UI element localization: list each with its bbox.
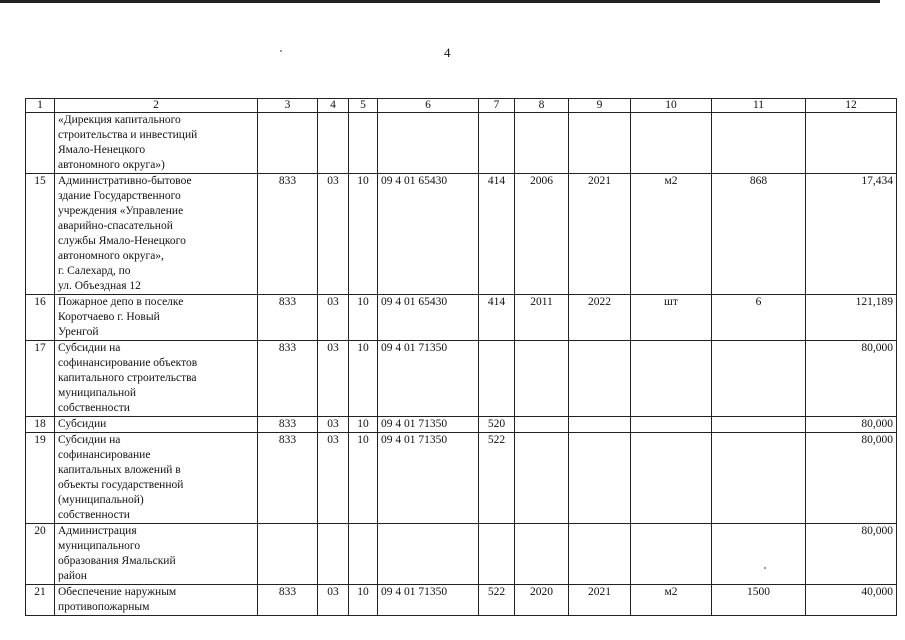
top-border-line <box>0 0 880 3</box>
unit-cell: м2 <box>631 174 712 295</box>
row-number-cell: 19 <box>26 433 55 524</box>
ministry-code-cell: 833 <box>258 174 318 295</box>
end-year-cell <box>569 433 631 524</box>
ministry-code-cell: 833 <box>258 295 318 341</box>
start-year-cell <box>515 113 569 174</box>
unit-cell <box>631 417 712 433</box>
capacity-cell: 868 <box>712 174 806 295</box>
ministry-code-cell: 833 <box>258 341 318 417</box>
start-year-cell: 2020 <box>515 585 569 616</box>
table-row <box>26 524 897 585</box>
end-year-cell: 2021 <box>569 585 631 616</box>
section-code-cell <box>318 524 349 585</box>
section-code-cell: 03 <box>318 341 349 417</box>
table-row <box>26 174 897 295</box>
column-header: 4 <box>318 99 349 113</box>
object-name-cell: Субсидии на софинансирование объектов капитального строительства муниципальной собственности <box>55 341 258 417</box>
end-year-cell: 2021 <box>569 174 631 295</box>
expense-type-cell: 520 <box>479 417 515 433</box>
row-number-cell: 17 <box>26 341 55 417</box>
start-year-cell: 2011 <box>515 295 569 341</box>
unit-cell <box>631 113 712 174</box>
expense-type-cell: 522 <box>479 433 515 524</box>
end-year-cell: 2022 <box>569 295 631 341</box>
target-article-cell <box>378 524 479 585</box>
expense-type-cell <box>479 524 515 585</box>
target-article-cell: 09 4 01 71350 <box>378 417 479 433</box>
section-code-cell: 03 <box>318 295 349 341</box>
capacity-cell <box>712 113 806 174</box>
column-header: 5 <box>349 99 378 113</box>
end-year-cell <box>569 417 631 433</box>
amount-cell <box>806 113 897 174</box>
amount-cell: 17,434 <box>806 174 897 295</box>
ministry-code-cell: 833 <box>258 433 318 524</box>
start-year-cell <box>515 341 569 417</box>
column-header: 8 <box>515 99 569 113</box>
row-number-cell: 20 <box>26 524 55 585</box>
unit-cell <box>631 433 712 524</box>
subsection-code-cell: 10 <box>349 174 378 295</box>
table-row <box>26 295 897 341</box>
column-header: 3 <box>258 99 318 113</box>
subsection-code-cell: 10 <box>349 433 378 524</box>
ministry-code-cell <box>258 113 318 174</box>
row-number-cell: 18 <box>26 417 55 433</box>
column-header: 6 <box>378 99 479 113</box>
subsection-code-cell: 10 <box>349 417 378 433</box>
object-name-cell: Административно-бытовое здание Государственного учреждения «Управление аварийно-спасательной службы Ямало-Ненецкого автономного округа», г. Салехард, по ул. Объездная 12 <box>55 174 258 295</box>
subsection-code-cell <box>349 524 378 585</box>
expense-type-cell: 414 <box>479 295 515 341</box>
table-row <box>26 341 897 417</box>
target-article-cell: 09 4 01 71350 <box>378 341 479 417</box>
amount-cell: 80,000 <box>806 433 897 524</box>
expense-type-cell: 414 <box>479 174 515 295</box>
subsection-code-cell <box>349 113 378 174</box>
column-number-header-row <box>26 99 897 113</box>
subsection-code-cell: 10 <box>349 295 378 341</box>
target-article-cell <box>378 113 479 174</box>
section-code-cell: 03 <box>318 433 349 524</box>
end-year-cell <box>569 524 631 585</box>
end-year-cell <box>569 113 631 174</box>
page-number: 4 <box>444 45 451 60</box>
table-row <box>26 433 897 524</box>
scan-speck <box>280 50 282 52</box>
ministry-code-cell: 833 <box>258 417 318 433</box>
object-name-cell: Субсидии на софинансирование капитальных вложений в объекты государственной (муниципальной) собственности <box>55 433 258 524</box>
start-year-cell <box>515 433 569 524</box>
section-code-cell: 03 <box>318 174 349 295</box>
table-row <box>26 113 897 174</box>
objects-table <box>25 98 897 616</box>
ministry-code-cell <box>258 524 318 585</box>
amount-cell: 121,189 <box>806 295 897 341</box>
unit-cell: шт <box>631 295 712 341</box>
target-article-cell: 09 4 01 71350 <box>378 433 479 524</box>
amount-cell: 80,000 <box>806 417 897 433</box>
capacity-cell <box>712 433 806 524</box>
start-year-cell: 2006 <box>515 174 569 295</box>
table-row <box>26 585 897 616</box>
section-code-cell: 03 <box>318 417 349 433</box>
table-row <box>26 417 897 433</box>
row-number-cell: 16 <box>26 295 55 341</box>
row-number-cell: 21 <box>26 585 55 616</box>
unit-cell <box>631 524 712 585</box>
column-header: 11 <box>712 99 806 113</box>
object-name-cell: Администрация муниципального образования Ямальский район <box>55 524 258 585</box>
object-name-cell: «Дирекция капитального строительства и инвестиций Ямало-Ненецкого автономного округа») <box>55 113 258 174</box>
column-header: 12 <box>806 99 897 113</box>
amount-cell: 40,000 <box>806 585 897 616</box>
expense-type-cell <box>479 113 515 174</box>
start-year-cell <box>515 417 569 433</box>
capacity-cell <box>712 524 806 585</box>
column-header: 1 <box>26 99 55 113</box>
target-article-cell: 09 4 01 71350 <box>378 585 479 616</box>
subsection-code-cell: 10 <box>349 585 378 616</box>
expense-type-cell <box>479 341 515 417</box>
object-name-cell: Обеспечение наружным противопожарным <box>55 585 258 616</box>
capacity-cell <box>712 417 806 433</box>
object-name-cell: Пожарное депо в поселке Коротчаево г. Новый Уренгой <box>55 295 258 341</box>
expense-type-cell: 522 <box>479 585 515 616</box>
column-header: 2 <box>55 99 258 113</box>
unit-cell <box>631 341 712 417</box>
end-year-cell <box>569 341 631 417</box>
unit-cell: м2 <box>631 585 712 616</box>
row-number-cell: 15 <box>26 174 55 295</box>
column-header: 10 <box>631 99 712 113</box>
section-code-cell: 03 <box>318 585 349 616</box>
amount-cell: 80,000 <box>806 341 897 417</box>
column-header: 7 <box>479 99 515 113</box>
row-number-cell <box>26 113 55 174</box>
ministry-code-cell: 833 <box>258 585 318 616</box>
target-article-cell: 09 4 01 65430 <box>378 174 479 295</box>
start-year-cell <box>515 524 569 585</box>
object-name-cell: Субсидии <box>55 417 258 433</box>
subsection-code-cell: 10 <box>349 341 378 417</box>
section-code-cell <box>318 113 349 174</box>
capacity-cell: 1500 <box>712 585 806 616</box>
capacity-cell <box>712 341 806 417</box>
column-header: 9 <box>569 99 631 113</box>
capacity-cell: 6 <box>712 295 806 341</box>
amount-cell: 80,000 <box>806 524 897 585</box>
target-article-cell: 09 4 01 65430 <box>378 295 479 341</box>
